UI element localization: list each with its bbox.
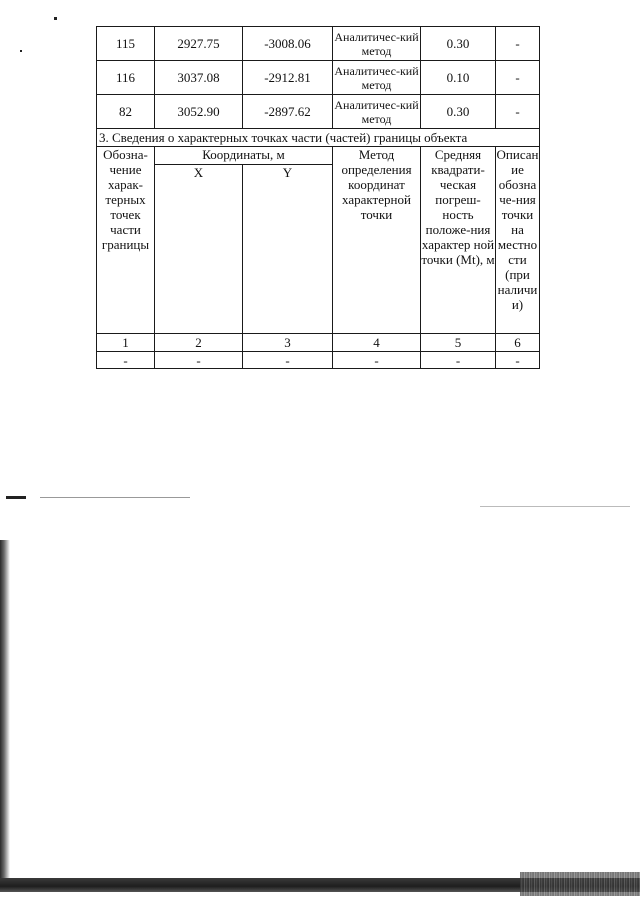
empty-cell: -: [155, 352, 243, 369]
x-coordinate-cell: 3037.08: [155, 61, 243, 95]
table-row: [97, 61, 540, 95]
column-numbers-row: [97, 334, 540, 352]
empty-cell: -: [421, 352, 496, 369]
method-cell: Аналитичес-кий метод: [333, 95, 421, 129]
table-row: [97, 95, 540, 129]
empty-cell: -: [333, 352, 421, 369]
y-coordinate-cell: -3008.06: [243, 27, 333, 61]
point-number-cell: 116: [97, 61, 155, 95]
scan-edge-noise: [520, 872, 640, 896]
empty-cell: -: [496, 352, 540, 369]
description-cell: -: [496, 61, 540, 95]
x-coordinate-cell: 2927.75: [155, 27, 243, 61]
empty-cell: -: [97, 352, 155, 369]
section-title-row: [97, 129, 540, 147]
error-cell: 0.30: [421, 27, 496, 61]
header-row: [97, 147, 540, 165]
column-number: 5: [421, 334, 496, 352]
scan-edge-left: [0, 540, 10, 880]
column-number: 1: [97, 334, 155, 352]
error-cell: 0.30: [421, 95, 496, 129]
y-coordinate-cell: -2897.62: [243, 95, 333, 129]
y-coordinate-cell: -2912.81: [243, 61, 333, 95]
page-break-line: [40, 497, 190, 498]
method-cell: Аналитичес-кий метод: [333, 27, 421, 61]
method-cell: Аналитичес-кий метод: [333, 61, 421, 95]
page-break-line: [6, 496, 26, 499]
page-break-line: [480, 506, 630, 507]
table-row: [97, 352, 540, 369]
column-number: 3: [243, 334, 333, 352]
empty-cell: -: [243, 352, 333, 369]
point-number-cell: 115: [97, 27, 155, 61]
table-row: [97, 27, 540, 61]
column-number: 4: [333, 334, 421, 352]
column-number: 6: [496, 334, 540, 352]
point-number-cell: 82: [97, 95, 155, 129]
y-header: Y: [243, 165, 333, 334]
x-header: X: [155, 165, 243, 334]
section-title: 3. Сведения о характерных точках части (частей) границы объекта: [97, 129, 540, 147]
boundary-points-table: [96, 26, 540, 369]
column-number: 2: [155, 334, 243, 352]
designation-header: Обозна-чение харак-терных точек части границы: [97, 147, 155, 334]
x-coordinate-cell: 3052.90: [155, 95, 243, 129]
method-header: Метод определения координат характерной точки: [333, 147, 421, 334]
error-header: Средняя квадрати-ческая погреш-ность положе-ния характер ной точки (Mt), м: [421, 147, 496, 334]
error-cell: 0.10: [421, 61, 496, 95]
scan-speck: [54, 17, 57, 20]
description-cell: -: [496, 27, 540, 61]
description-cell: -: [496, 95, 540, 129]
coordinates-header: Координаты, м: [155, 147, 333, 165]
description-header: Описание обозначе-ния точки на местности (при наличии): [496, 147, 540, 334]
scan-speck: [20, 50, 22, 52]
